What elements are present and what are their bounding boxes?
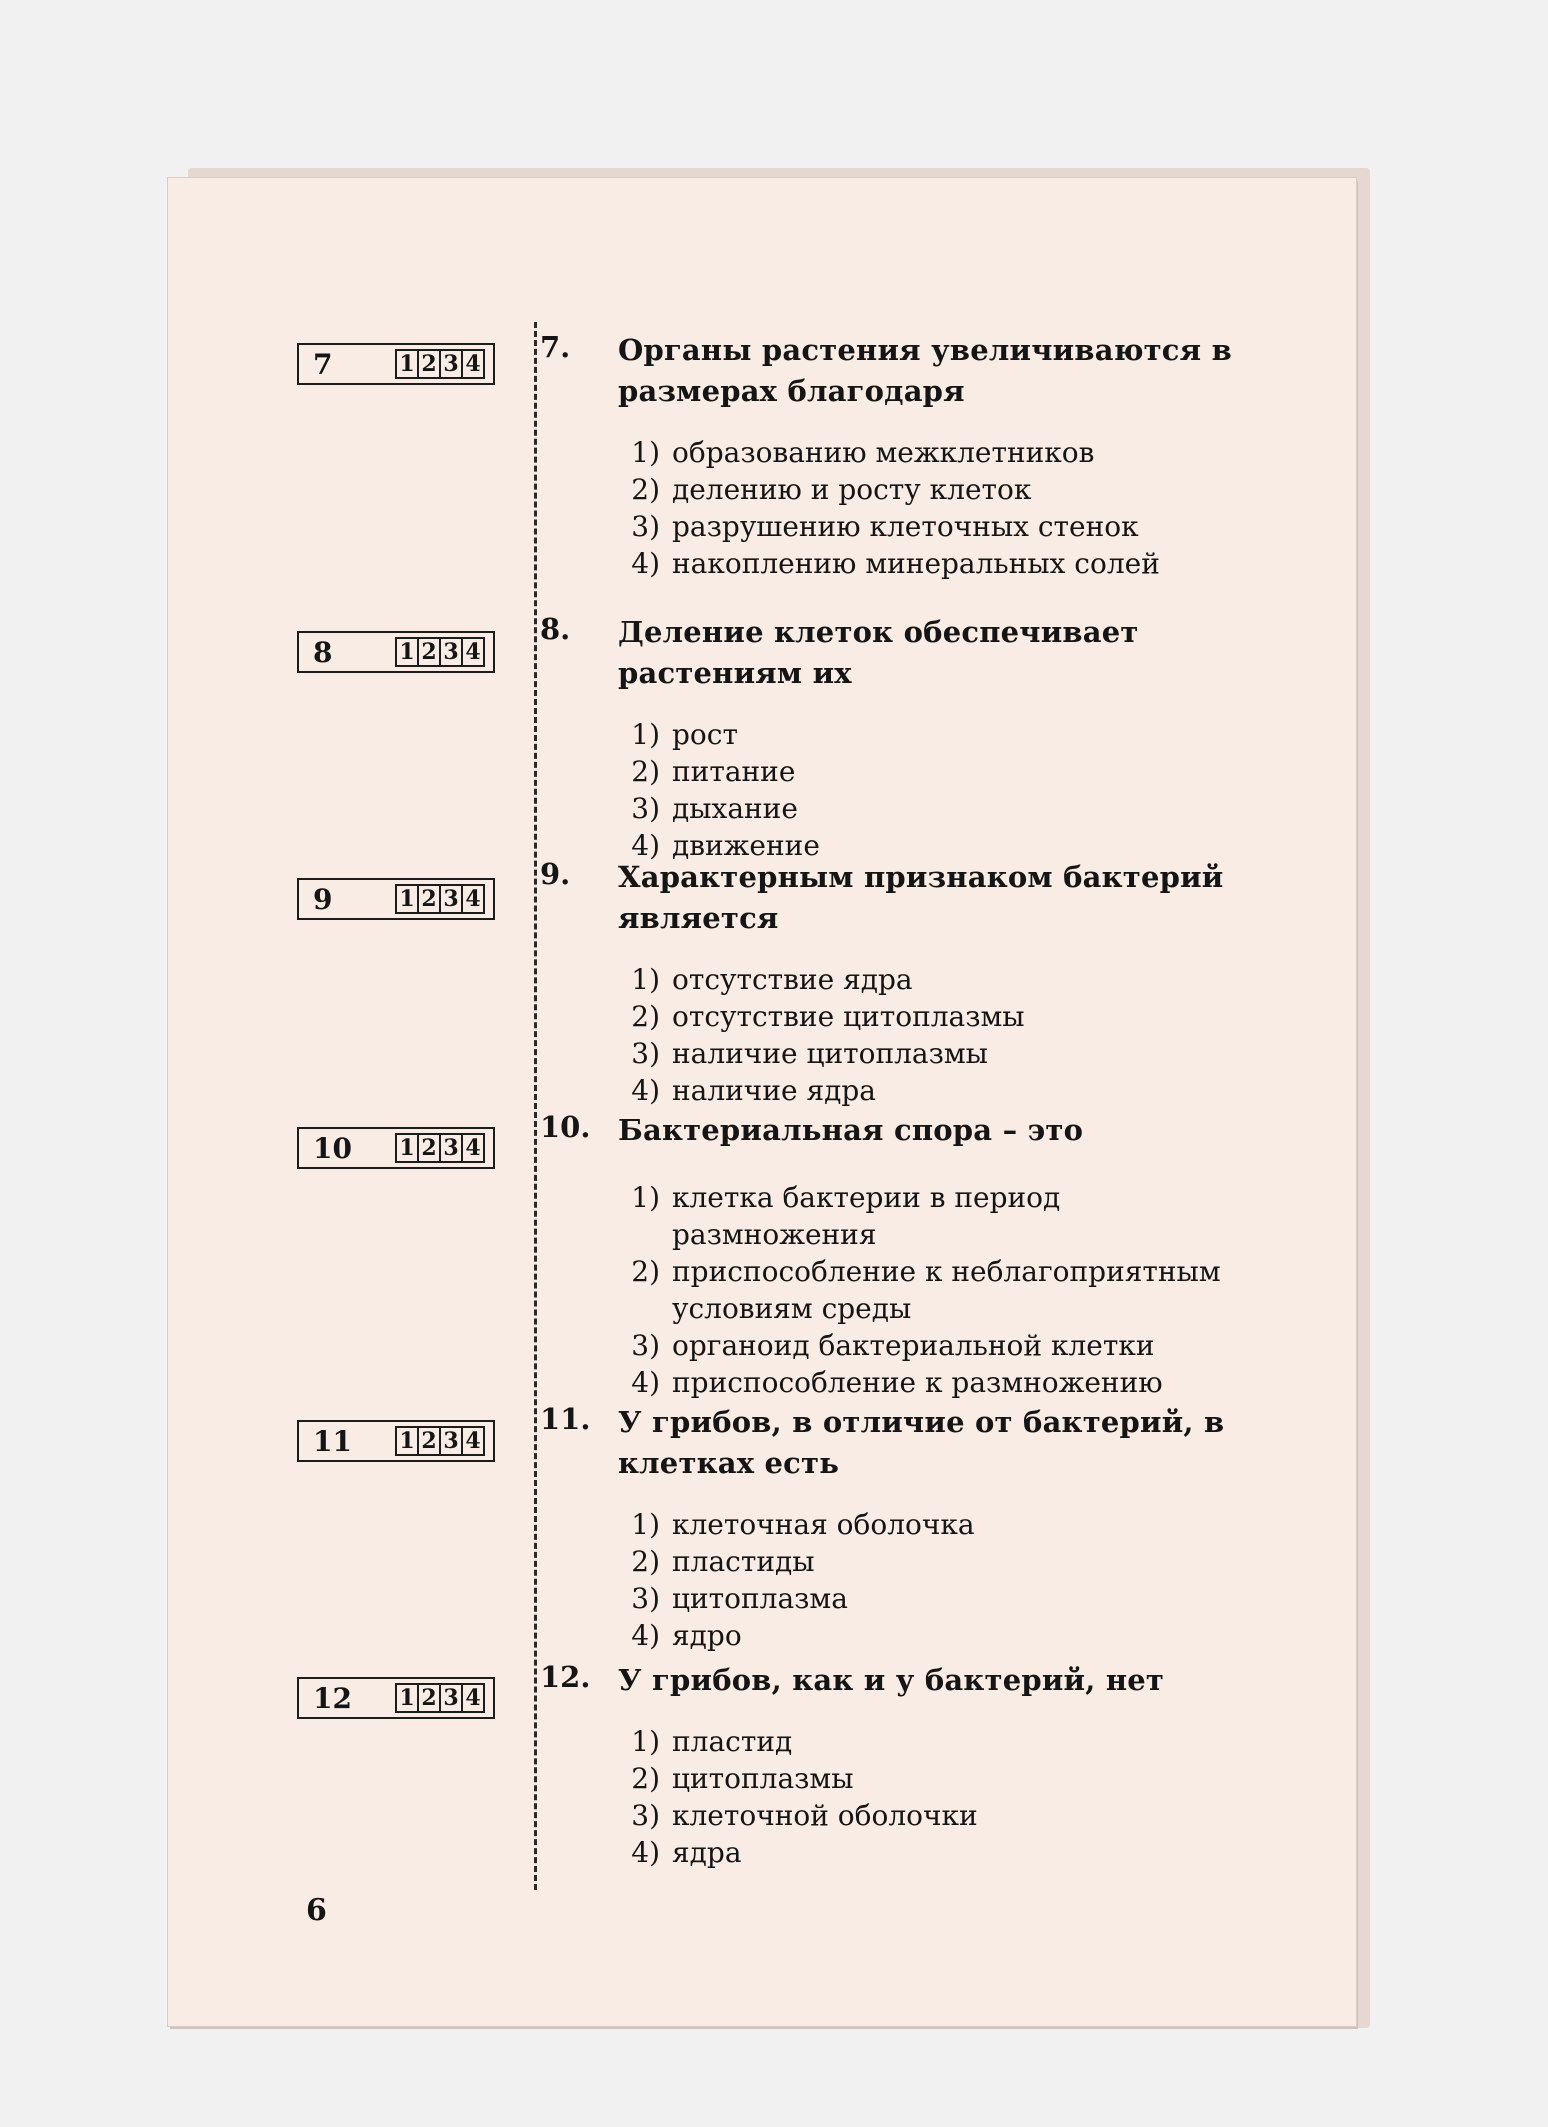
option-text: рост bbox=[672, 718, 738, 751]
option-number: 4) bbox=[631, 1836, 660, 1869]
option-text: отсутствие цитоплазмы bbox=[672, 1000, 1025, 1033]
option-4[interactable] bbox=[618, 545, 1260, 582]
option-text: клеточная оболочка bbox=[672, 1508, 975, 1541]
option-1[interactable] bbox=[618, 1506, 1260, 1543]
question-text: У грибов, в отличие от бактерий, в клетках есть bbox=[618, 1405, 1225, 1480]
answer-cell-1[interactable]: 1 bbox=[395, 637, 419, 667]
options-list bbox=[618, 1506, 1260, 1654]
option-text: питание bbox=[672, 755, 796, 788]
question-number: 12. bbox=[540, 1660, 591, 1694]
answer-cell-1[interactable]: 1 bbox=[395, 884, 419, 914]
option-number: 1) bbox=[631, 718, 660, 751]
answer-box-8[interactable] bbox=[297, 631, 495, 673]
option-text: цитоплазмы bbox=[672, 1762, 854, 1795]
option-number: 2) bbox=[631, 1255, 660, 1288]
option-number: 3) bbox=[631, 792, 660, 825]
answer-box-label: 12 bbox=[313, 1681, 352, 1715]
option-number: 3) bbox=[631, 1582, 660, 1615]
answer-cell-3[interactable]: 3 bbox=[439, 884, 463, 914]
answer-box-12[interactable] bbox=[297, 1677, 495, 1719]
option-number: 2) bbox=[631, 473, 660, 506]
option-text: отсутствие ядра bbox=[672, 963, 913, 996]
option-text: движение bbox=[672, 829, 820, 862]
option-3[interactable] bbox=[618, 508, 1260, 545]
answer-cell-2[interactable]: 2 bbox=[417, 1683, 441, 1713]
question-8 bbox=[540, 612, 1260, 864]
option-2[interactable] bbox=[618, 1543, 1260, 1580]
answer-cell-1[interactable]: 1 bbox=[395, 1133, 419, 1163]
dashed-divider bbox=[534, 322, 537, 1890]
option-text: образованию межклетников bbox=[672, 436, 1095, 469]
option-text: разрушению клеточных стенок bbox=[672, 510, 1139, 543]
option-2[interactable] bbox=[618, 471, 1260, 508]
options-list bbox=[618, 1179, 1260, 1401]
answer-cell-3[interactable]: 3 bbox=[439, 637, 463, 667]
option-text: накоплению минеральных солей bbox=[672, 547, 1160, 580]
answer-cell-2[interactable]: 2 bbox=[417, 884, 441, 914]
option-text: приспособление к неблагоприятным условиям среды bbox=[672, 1255, 1221, 1325]
question-12 bbox=[540, 1660, 1260, 1871]
question-number: 10. bbox=[540, 1110, 591, 1144]
option-number: 1) bbox=[631, 1508, 660, 1541]
option-text: наличие ядра bbox=[672, 1074, 876, 1107]
option-text: приспособление к размножению bbox=[672, 1366, 1163, 1399]
option-text: ядро bbox=[672, 1619, 742, 1652]
option-1[interactable] bbox=[618, 1179, 1260, 1253]
answer-cell-4[interactable]: 4 bbox=[461, 349, 485, 379]
option-4[interactable] bbox=[618, 1364, 1260, 1401]
answer-box-label: 7 bbox=[313, 347, 333, 381]
question-number: 11. bbox=[540, 1402, 591, 1436]
option-number: 3) bbox=[631, 510, 660, 543]
option-2[interactable] bbox=[618, 1760, 1260, 1797]
option-number: 2) bbox=[631, 1000, 660, 1033]
option-3[interactable] bbox=[618, 1797, 1260, 1834]
option-3[interactable] bbox=[618, 790, 1260, 827]
option-number: 2) bbox=[631, 1762, 660, 1795]
question-text: Деление клеток обеспечивает растениям их bbox=[618, 615, 1139, 690]
answer-cell-1[interactable]: 1 bbox=[395, 1683, 419, 1713]
option-number: 4) bbox=[631, 1074, 660, 1107]
option-1[interactable] bbox=[618, 716, 1260, 753]
option-1[interactable] bbox=[618, 961, 1260, 998]
answer-cell-3[interactable]: 3 bbox=[439, 1426, 463, 1456]
option-number: 2) bbox=[631, 755, 660, 788]
option-text: ядра bbox=[672, 1836, 742, 1869]
options-list bbox=[618, 1723, 1260, 1871]
question-11 bbox=[540, 1402, 1260, 1654]
option-text: клеточной оболочки bbox=[672, 1799, 978, 1832]
answer-cell-2[interactable]: 2 bbox=[417, 349, 441, 379]
page-number: 6 bbox=[306, 1893, 327, 1928]
option-number: 1) bbox=[631, 436, 660, 469]
answer-box-10[interactable] bbox=[297, 1127, 495, 1169]
answer-cell-4[interactable]: 4 bbox=[461, 884, 485, 914]
option-3[interactable] bbox=[618, 1327, 1260, 1364]
option-number: 1) bbox=[631, 1181, 660, 1214]
option-number: 3) bbox=[631, 1329, 660, 1362]
answer-box-label: 10 bbox=[313, 1131, 352, 1165]
answer-box-7[interactable] bbox=[297, 343, 495, 385]
option-3[interactable] bbox=[618, 1580, 1260, 1617]
question-text: Характерным признаком бактерий является bbox=[618, 860, 1224, 935]
answer-cell-4[interactable]: 4 bbox=[461, 1133, 485, 1163]
option-4[interactable] bbox=[618, 1834, 1260, 1871]
option-text: дыхание bbox=[672, 792, 798, 825]
answer-box-label: 11 bbox=[313, 1424, 352, 1458]
option-number: 2) bbox=[631, 1545, 660, 1578]
answer-box-label: 9 bbox=[313, 882, 333, 916]
question-text: У грибов, как и у бактерий, нет bbox=[618, 1663, 1165, 1697]
options-list bbox=[618, 961, 1260, 1109]
answer-cell-3[interactable]: 3 bbox=[439, 1133, 463, 1163]
option-text: цитоплазма bbox=[672, 1582, 848, 1615]
question-text: Органы растения увеличиваются в размерах благодаря bbox=[618, 333, 1232, 408]
option-number: 1) bbox=[631, 1725, 660, 1758]
answer-cell-2[interactable]: 2 bbox=[417, 637, 441, 667]
option-number: 1) bbox=[631, 963, 660, 996]
option-text: органоид бактериальной клетки bbox=[672, 1329, 1155, 1362]
option-2[interactable] bbox=[618, 998, 1260, 1035]
question-number: 9. bbox=[540, 857, 571, 891]
option-text: наличие цитоплазмы bbox=[672, 1037, 988, 1070]
option-number: 4) bbox=[631, 829, 660, 862]
option-4[interactable] bbox=[618, 1072, 1260, 1109]
option-2[interactable] bbox=[618, 1253, 1260, 1327]
answer-box-11[interactable] bbox=[297, 1420, 495, 1462]
option-number: 3) bbox=[631, 1799, 660, 1832]
answer-cell-1[interactable]: 1 bbox=[395, 349, 419, 379]
question-number: 7. bbox=[540, 330, 571, 364]
answer-cell-1[interactable]: 1 bbox=[395, 1426, 419, 1456]
question-text: Бактериальная спора – это bbox=[618, 1113, 1084, 1147]
question-7 bbox=[540, 330, 1260, 582]
option-3[interactable] bbox=[618, 1035, 1260, 1072]
option-number: 3) bbox=[631, 1037, 660, 1070]
answer-box-9[interactable] bbox=[297, 878, 495, 920]
answer-cell-4[interactable]: 4 bbox=[461, 637, 485, 667]
answer-cell-4[interactable]: 4 bbox=[461, 1426, 485, 1456]
option-text: пластид bbox=[672, 1725, 793, 1758]
question-number: 8. bbox=[540, 612, 571, 646]
answer-box-label: 8 bbox=[313, 635, 333, 669]
answer-cell-3[interactable]: 3 bbox=[439, 1683, 463, 1713]
option-1[interactable] bbox=[618, 434, 1260, 471]
answer-cell-3[interactable]: 3 bbox=[439, 349, 463, 379]
question-10 bbox=[540, 1110, 1260, 1401]
answer-cell-4[interactable]: 4 bbox=[461, 1683, 485, 1713]
options-list bbox=[618, 434, 1260, 582]
option-text: пластиды bbox=[672, 1545, 815, 1578]
option-4[interactable] bbox=[618, 1617, 1260, 1654]
option-number: 4) bbox=[631, 1619, 660, 1652]
answer-cell-2[interactable]: 2 bbox=[417, 1133, 441, 1163]
option-text: делению и росту клеток bbox=[672, 473, 1032, 506]
option-1[interactable] bbox=[618, 1723, 1260, 1760]
options-list bbox=[618, 716, 1260, 864]
question-9 bbox=[540, 857, 1260, 1109]
option-2[interactable] bbox=[618, 753, 1260, 790]
option-text: клетка бактерии в период размножения bbox=[672, 1181, 1061, 1251]
option-number: 4) bbox=[631, 1366, 660, 1399]
answer-cell-2[interactable]: 2 bbox=[417, 1426, 441, 1456]
option-number: 4) bbox=[631, 547, 660, 580]
